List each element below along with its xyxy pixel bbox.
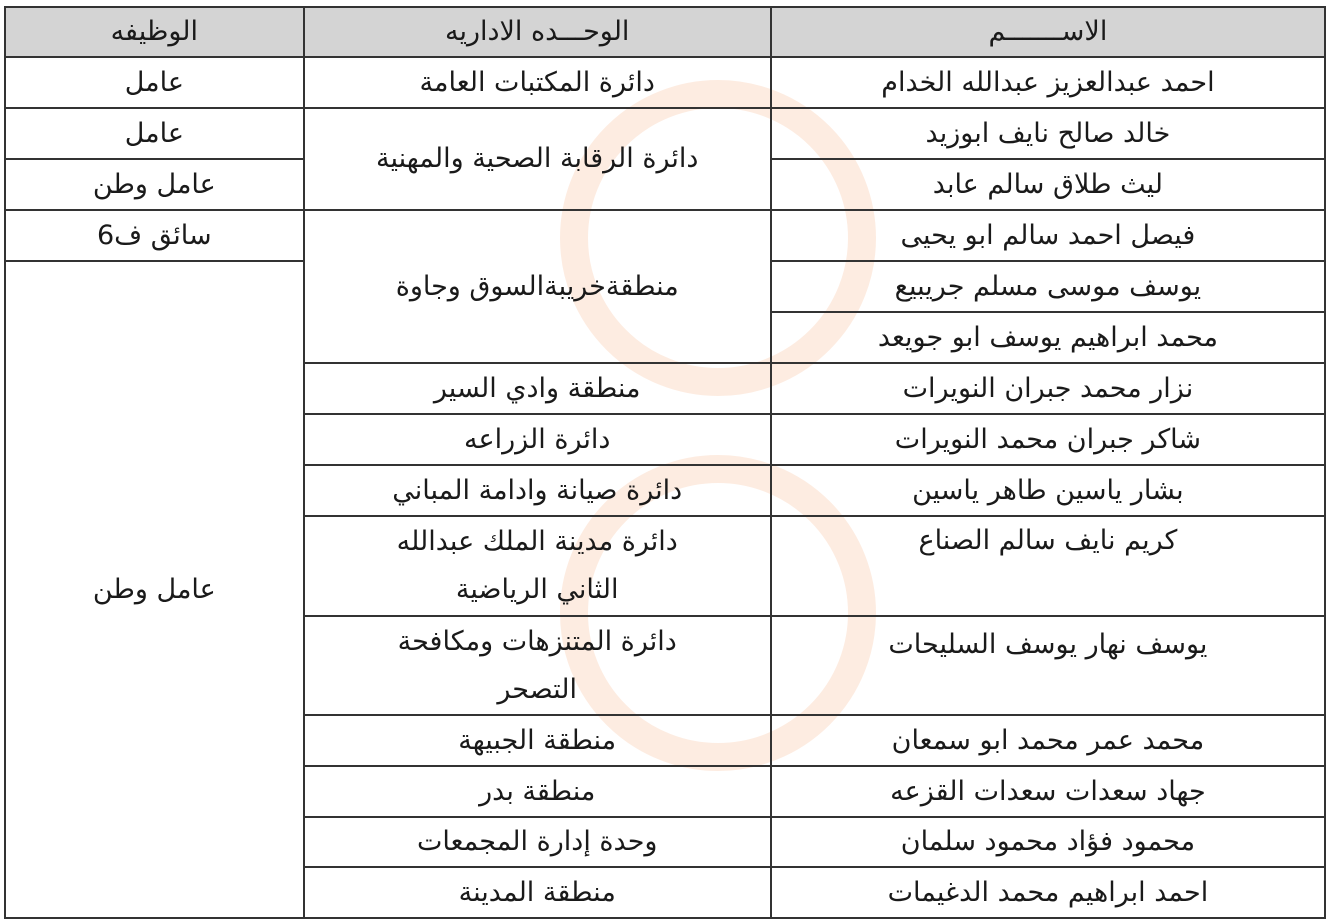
table-row <box>5 108 1325 159</box>
unit-cell: منطقة المدينة <box>304 867 771 918</box>
unit-cell: دائرة الرقابة الصحية والمهنية <box>304 108 771 210</box>
name-cell: محمود فؤاد محمود سلمان <box>771 817 1325 867</box>
table-row <box>5 210 1325 261</box>
job-cell: سائق ف6 <box>5 210 304 261</box>
name-cell: جهاد سعدات سعدات القزعه <box>771 766 1325 817</box>
unit-cell: منطقة وادي السير <box>304 363 771 414</box>
name-cell: نزار محمد جبران النويرات <box>771 363 1325 414</box>
unit-cell: وحدة إدارة المجمعات <box>304 817 771 867</box>
job-cell: عامل وطن <box>5 261 304 918</box>
unit-cell: دائرة الزراعه <box>304 414 771 465</box>
unit-cell: دائرة مدينة الملك عبدالله الثاني الرياضية <box>304 516 771 616</box>
job-cell: عامل <box>5 57 304 108</box>
name-cell: احمد عبدالعزيز عبدالله الخدام <box>771 57 1325 108</box>
header-name: الاســـــــم <box>771 7 1325 57</box>
name-cell: ليث طلاق سالم عابد <box>771 159 1325 210</box>
unit-cell: دائرة المتنزهات ومكافحة التصحر <box>304 616 771 715</box>
header-unit: الوحـــده الاداريه <box>304 7 771 57</box>
unit-cell: دائرة المكتبات العامة <box>304 57 771 108</box>
name-cell: محمد عمر محمد ابو سمعان <box>771 715 1325 766</box>
name-cell: فيصل احمد سالم ابو يحيى <box>771 210 1325 261</box>
name-cell: شاكر جبران محمد النويرات <box>771 414 1325 465</box>
name-cell: يوسف موسى مسلم جريبيع <box>771 261 1325 312</box>
name-cell: يوسف نهار يوسف السليحات <box>771 616 1325 715</box>
name-cell: كريم نايف سالم الصناع <box>771 516 1325 616</box>
employee-table <box>4 6 1326 919</box>
table-header-row <box>5 7 1325 57</box>
name-cell: خالد صالح نايف ابوزيد <box>771 108 1325 159</box>
unit-cell: دائرة صيانة وادامة المباني <box>304 465 771 516</box>
header-job: الوظيفه <box>5 7 304 57</box>
job-cell: عامل وطن <box>5 159 304 210</box>
job-cell: عامل <box>5 108 304 159</box>
unit-cell: منطقة الجبيهة <box>304 715 771 766</box>
name-cell: محمد ابراهيم يوسف ابو جويعد <box>771 312 1325 363</box>
unit-cell: منطقة بدر <box>304 766 771 817</box>
name-cell: احمد ابراهيم محمد الدغيمات <box>771 867 1325 918</box>
unit-cell: منطقةخريبةالسوق وجاوة <box>304 210 771 363</box>
name-cell: بشار ياسين طاهر ياسين <box>771 465 1325 516</box>
table-row <box>5 57 1325 108</box>
